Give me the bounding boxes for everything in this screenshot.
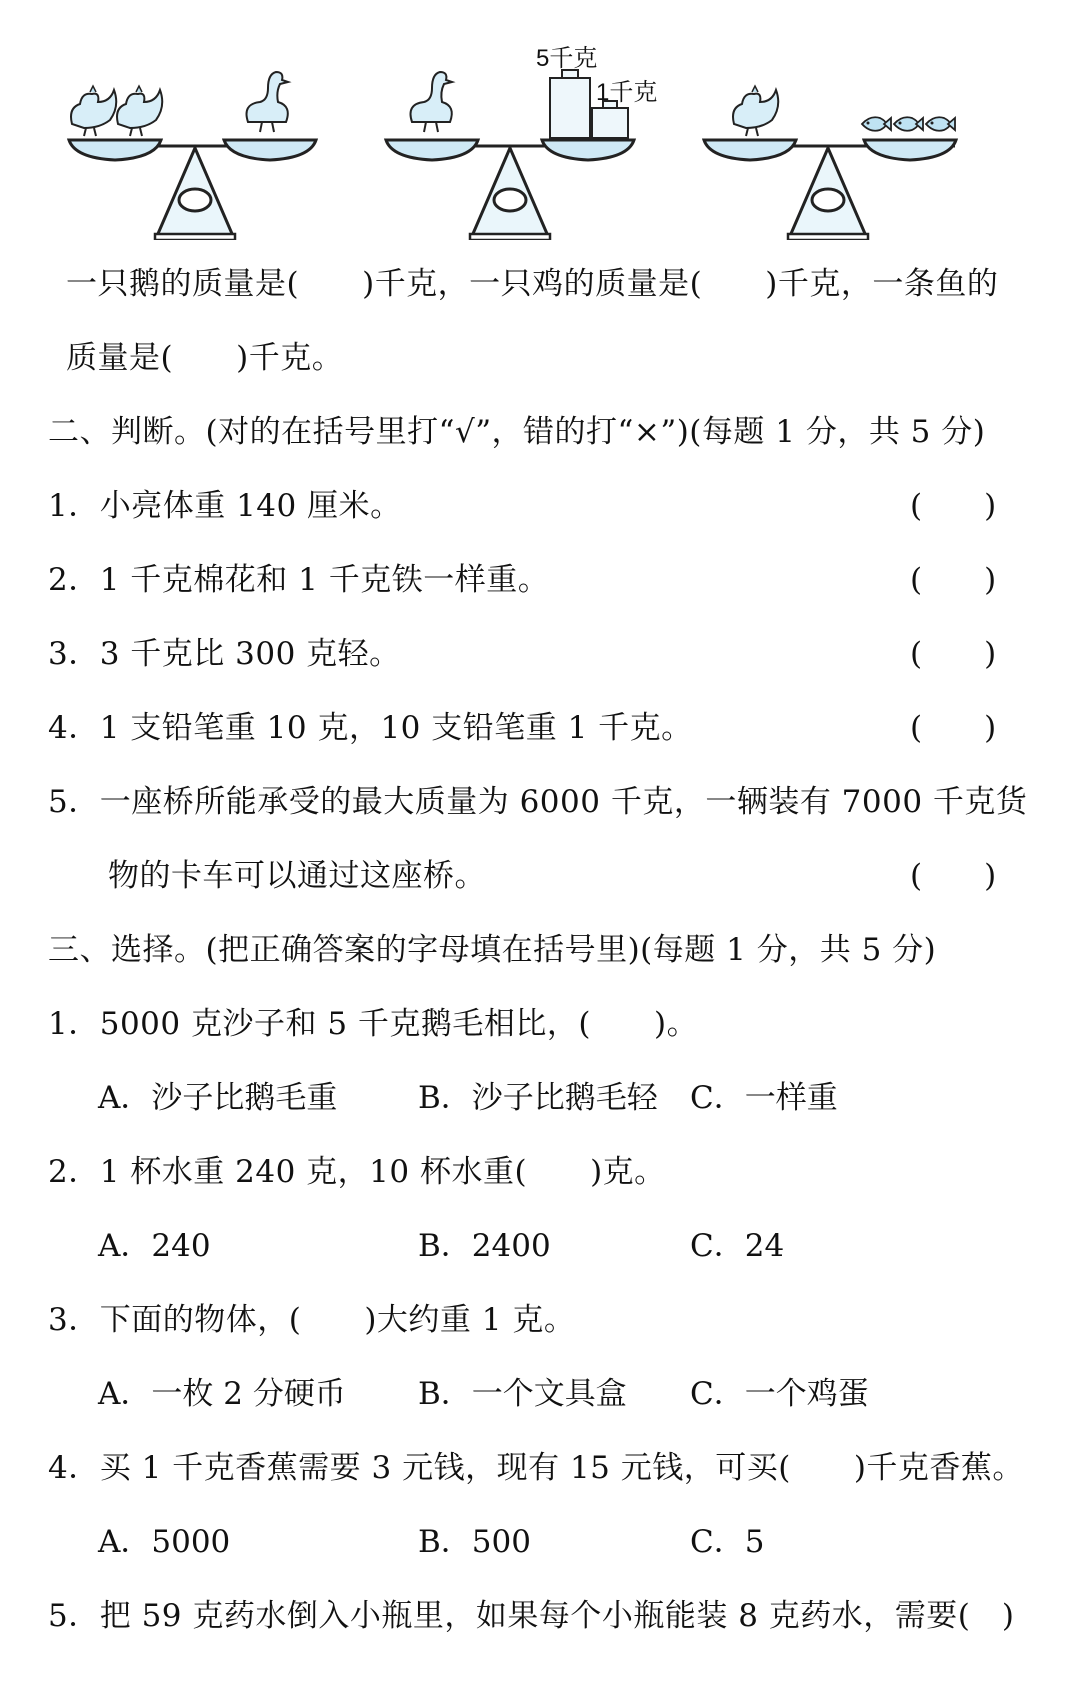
chicken-icon: [71, 86, 116, 136]
chicken-icon: [733, 86, 778, 136]
choice-q2-stem: 2．1 杯水重 240 克，10 杯水重( )克。: [48, 1154, 666, 1190]
answer-paren[interactable]: ( ): [910, 710, 997, 746]
answer-paren[interactable]: ( ): [910, 562, 997, 598]
choice-q4-option-c[interactable]: C．5: [690, 1524, 765, 1560]
choice-q4-option-a[interactable]: A．5000: [98, 1524, 231, 1560]
choice-q3-option-c[interactable]: C．一个鸡蛋: [690, 1376, 869, 1412]
choice-q1-option-b[interactable]: B．沙子比鹅毛轻: [418, 1080, 658, 1116]
choice-q4-stem: 4．买 1 千克香蕉需要 3 元钱，现有 15 元钱，可买( )千克香蕉。: [48, 1450, 1024, 1486]
choice-q2-option-a[interactable]: A．240: [98, 1228, 211, 1264]
judge-item-4: 4．1 支铅笔重 10 克，10 支铅笔重 1 千克。: [48, 710, 693, 746]
choice-q2-option-c[interactable]: C．24: [690, 1228, 785, 1264]
judge-item-5-cont: 物的卡车可以通过这座桥。: [108, 858, 486, 894]
weight-1kg-icon: [592, 101, 628, 138]
weight-5kg-label: 5千克: [536, 45, 598, 72]
choice-q4-option-b[interactable]: B．500: [418, 1524, 531, 1560]
judge-item-5: 5．一座桥所能承受的最大质量为 6000 千克，一辆装有 7000 千克货: [48, 784, 1028, 820]
weight-5kg-icon: [550, 70, 590, 138]
choice-q2-option-b[interactable]: B．2400: [418, 1228, 551, 1264]
answer-paren[interactable]: ( ): [910, 858, 997, 894]
choice-q5-stem: 5．把 59 克药水倒入小瓶里，如果每个小瓶能装 8 克药水，需要( ): [48, 1598, 1015, 1634]
section-2-heading: 二、判断。(对的在括号里打“√”，错的打“×”)(每题 1 分，共 5 分): [48, 414, 986, 450]
choice-q1-option-c[interactable]: C．一样重: [690, 1080, 838, 1116]
judge-item-2: 2．1 千克棉花和 1 千克铁一样重。: [48, 562, 550, 598]
balance-scales-figure: [0, 0, 1080, 240]
fill-in-line-1: 一只鹅的质量是( )千克，一只鸡的质量是( )千克，一条鱼的: [66, 266, 999, 302]
choice-q3-option-a[interactable]: A．一枚 2 分硬币: [98, 1376, 346, 1412]
answer-paren[interactable]: ( ): [910, 636, 997, 672]
choice-q3-stem: 3．下面的物体，( )大约重 1 克。: [48, 1302, 576, 1338]
judge-item-1: 1．小亮体重 140 厘米。: [48, 488, 402, 524]
choice-q3-option-b[interactable]: B．一个文具盒: [418, 1376, 627, 1412]
fish-icon: [862, 117, 891, 131]
scale-2: [386, 45, 657, 240]
answer-paren[interactable]: ( ): [910, 488, 997, 524]
section-3-heading: 三、选择。(把正确答案的字母填在括号里)(每题 1 分，共 5 分): [48, 932, 937, 968]
fish-icon: [894, 117, 923, 131]
goose-icon: [411, 72, 453, 132]
judge-item-3: 3．3 千克比 300 克轻。: [48, 636, 401, 672]
goose-icon: [247, 72, 289, 132]
choice-q1-option-a[interactable]: A．沙子比鹅毛重: [98, 1080, 338, 1116]
fish-icon: [926, 117, 955, 131]
scale-3: [704, 86, 956, 240]
chicken-icon: [117, 86, 162, 136]
fill-in-line-2: 质量是( )千克。: [66, 340, 344, 376]
weight-1kg-label: 1千克: [596, 79, 658, 106]
choice-q1-stem: 1．5000 克沙子和 5 千克鹅毛相比，( )。: [48, 1006, 699, 1042]
scale-1: [69, 72, 316, 240]
